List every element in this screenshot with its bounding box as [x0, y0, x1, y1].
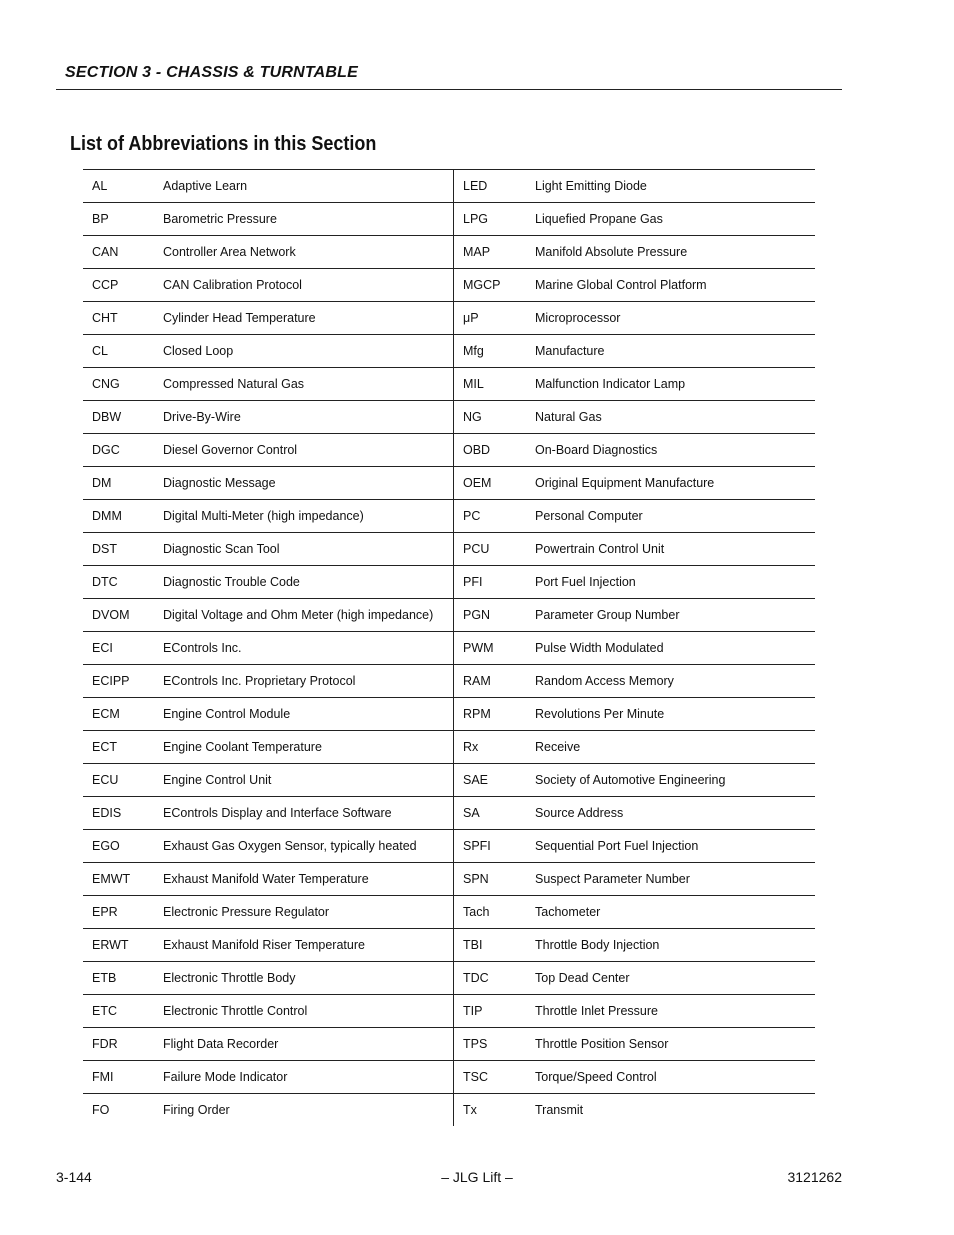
- abbr-right: TIP: [454, 995, 527, 1028]
- table-row: [83, 236, 815, 269]
- abbr-left: DVOM: [83, 599, 154, 632]
- meaning-right: Parameter Group Number: [526, 599, 815, 632]
- abbr-left: DMM: [83, 500, 154, 533]
- table-row: [83, 401, 815, 434]
- meaning-left: Electronic Pressure Regulator: [154, 896, 454, 929]
- header-divider: [56, 89, 842, 90]
- section-header: SECTION 3 - CHASSIS & TURNTABLE: [65, 64, 359, 81]
- meaning-right: Sequential Port Fuel Injection: [526, 830, 815, 863]
- abbr-left: ETC: [83, 995, 154, 1028]
- abbr-left: EPR: [83, 896, 154, 929]
- meaning-right: Tachometer: [526, 896, 815, 929]
- meaning-left: Drive-By-Wire: [154, 401, 454, 434]
- meaning-left: Exhaust Gas Oxygen Sensor, typically heated: [154, 830, 454, 863]
- abbr-right: SAE: [454, 764, 527, 797]
- meaning-left: Diagnostic Message: [154, 467, 454, 500]
- abbr-left: ECU: [83, 764, 154, 797]
- meaning-left: Flight Data Recorder: [154, 1028, 454, 1061]
- abbr-left: ERWT: [83, 929, 154, 962]
- abbr-right: RAM: [454, 665, 527, 698]
- table-row: [83, 764, 815, 797]
- meaning-left: Exhaust Manifold Water Temperature: [154, 863, 454, 896]
- meaning-right: On-Board Diagnostics: [526, 434, 815, 467]
- table-row: [83, 896, 815, 929]
- abbr-left: CHT: [83, 302, 154, 335]
- abbr-right: SA: [454, 797, 527, 830]
- abbr-left: ECT: [83, 731, 154, 764]
- abbr-right: LED: [454, 170, 527, 203]
- abbr-right: PFI: [454, 566, 527, 599]
- meaning-left: Cylinder Head Temperature: [154, 302, 454, 335]
- table-row: [83, 269, 815, 302]
- meaning-right: Torque/Speed Control: [526, 1061, 815, 1094]
- meaning-right: Manufacture: [526, 335, 815, 368]
- abbr-right: TDC: [454, 962, 527, 995]
- meaning-right: Powertrain Control Unit: [526, 533, 815, 566]
- abbr-right: PGN: [454, 599, 527, 632]
- meaning-left: Engine Control Module: [154, 698, 454, 731]
- table-row: [83, 500, 815, 533]
- meaning-left: Diagnostic Scan Tool: [154, 533, 454, 566]
- meaning-right: Top Dead Center: [526, 962, 815, 995]
- meaning-left: Digital Voltage and Ohm Meter (high impedance): [154, 599, 454, 632]
- meaning-left: Failure Mode Indicator: [154, 1061, 454, 1094]
- table-row: [83, 731, 815, 764]
- meaning-right: Transmit: [535, 1103, 584, 1117]
- abbr-right: Rx: [454, 731, 527, 764]
- meaning-left: Adaptive Learn: [154, 170, 454, 203]
- table-row: [83, 995, 815, 1028]
- meaning-right: Source Address: [526, 797, 815, 830]
- abbr-right: PWM: [454, 632, 527, 665]
- table-row: [83, 203, 815, 236]
- footer-page-number: 3-144: [56, 1169, 92, 1185]
- table-row: [83, 434, 815, 467]
- abbr-right: TPS: [454, 1028, 527, 1061]
- abbr-left: DTC: [83, 566, 154, 599]
- abbr-left: DBW: [83, 401, 154, 434]
- meaning-right: Light Emitting Diode: [526, 170, 815, 203]
- abbr-right: TSC: [454, 1061, 527, 1094]
- abbr-left: ETB: [83, 962, 154, 995]
- footer-brand: – JLG Lift –: [441, 1169, 513, 1185]
- abbr-left: EDIS: [83, 797, 154, 830]
- abbr-right: SPN: [454, 863, 527, 896]
- meaning-right: Original Equipment Manufacture: [526, 467, 815, 500]
- footer-doc-number: 3121262: [787, 1169, 842, 1185]
- meaning-left: Electronic Throttle Control: [154, 995, 454, 1028]
- abbr-left: CAN: [83, 236, 154, 269]
- abbr-left: ECI: [83, 632, 154, 665]
- abbr-left: CL: [83, 335, 154, 368]
- abbr-right: MIL: [454, 368, 527, 401]
- meaning-right: Manifold Absolute Pressure: [526, 236, 815, 269]
- table-row: [83, 698, 815, 731]
- meaning-left: Diesel Governor Control: [154, 434, 454, 467]
- table-row: [83, 1094, 815, 1127]
- abbr-left: AL: [83, 170, 154, 203]
- meaning-right: Marine Global Control Platform: [526, 269, 815, 302]
- abbr-left: CNG: [83, 368, 154, 401]
- abbr-left: EMWT: [83, 863, 154, 896]
- table-row: [83, 368, 815, 401]
- abbr-right: Mfg: [454, 335, 527, 368]
- abbr-right: Tx: [463, 1103, 477, 1117]
- abbr-right: MAP: [454, 236, 527, 269]
- abbr-right: RPM: [454, 698, 527, 731]
- meaning-left: Closed Loop: [154, 335, 454, 368]
- table-row: [83, 533, 815, 566]
- abbr-left: DM: [83, 467, 154, 500]
- meaning-left: EControls Inc.: [154, 632, 454, 665]
- meaning-right: Receive: [526, 731, 815, 764]
- table-row: [83, 599, 815, 632]
- abbr-right: Tach: [454, 896, 527, 929]
- table-row: [83, 1028, 815, 1061]
- meaning-right: Microprocessor: [526, 302, 815, 335]
- meaning-right: Personal Computer: [526, 500, 815, 533]
- meaning-right: Throttle Body Injection: [526, 929, 815, 962]
- meaning-left: Engine Coolant Temperature: [154, 731, 454, 764]
- abbr-left: EGO: [83, 830, 154, 863]
- meaning-left: Firing Order: [154, 1094, 454, 1127]
- meaning-left: Electronic Throttle Body: [154, 962, 454, 995]
- meaning-right: Society of Automotive Engineering: [526, 764, 815, 797]
- abbr-left: FO: [92, 1103, 110, 1117]
- abbr-right: NG: [454, 401, 527, 434]
- table-row: [83, 830, 815, 863]
- abbr-right: PC: [454, 500, 527, 533]
- table-row: [83, 962, 815, 995]
- meaning-right: Pulse Width Modulated: [526, 632, 815, 665]
- meaning-left: Barometric Pressure: [154, 203, 454, 236]
- meaning-right: Throttle Inlet Pressure: [526, 995, 815, 1028]
- meaning-right: Revolutions Per Minute: [526, 698, 815, 731]
- abbr-left: FMI: [83, 1061, 154, 1094]
- meaning-left: EControls Inc. Proprietary Protocol: [154, 665, 454, 698]
- meaning-left: Compressed Natural Gas: [154, 368, 454, 401]
- meaning-right: Throttle Position Sensor: [526, 1028, 815, 1061]
- abbr-right: μP: [454, 302, 527, 335]
- table-row: [83, 302, 815, 335]
- table-row: [83, 863, 815, 896]
- table-row: [83, 665, 815, 698]
- abbr-right: OEM: [454, 467, 527, 500]
- abbr-left: ECM: [83, 698, 154, 731]
- table-row: [83, 1061, 815, 1094]
- meaning-left: CAN Calibration Protocol: [154, 269, 454, 302]
- table-row: [83, 335, 815, 368]
- meaning-left: Exhaust Manifold Riser Temperature: [154, 929, 454, 962]
- abbr-left: FDR: [83, 1028, 154, 1061]
- abbr-right: SPFI: [454, 830, 527, 863]
- abbr-right: LPG: [454, 203, 527, 236]
- abbr-left: ECIPP: [83, 665, 154, 698]
- meaning-left: EControls Display and Interface Software: [154, 797, 454, 830]
- abbreviations-table-body: [83, 170, 815, 1127]
- table-row: [83, 467, 815, 500]
- abbr-left: BP: [83, 203, 154, 236]
- table-row: [83, 566, 815, 599]
- meaning-left: Controller Area Network: [154, 236, 454, 269]
- abbr-right: OBD: [454, 434, 527, 467]
- table-row: [83, 632, 815, 665]
- abbr-right: PCU: [454, 533, 527, 566]
- meaning-left: Diagnostic Trouble Code: [154, 566, 454, 599]
- meaning-right: Natural Gas: [526, 401, 815, 434]
- meaning-right: Port Fuel Injection: [526, 566, 815, 599]
- table-row: [83, 929, 815, 962]
- meaning-right: Liquefied Propane Gas: [526, 203, 815, 236]
- abbreviations-table: [83, 169, 815, 1126]
- table-row: [83, 797, 815, 830]
- abbr-right: TBI: [454, 929, 527, 962]
- meaning-right: Malfunction Indicator Lamp: [526, 368, 815, 401]
- table-row: [83, 170, 815, 203]
- abbr-left: DST: [83, 533, 154, 566]
- abbr-right: MGCP: [454, 269, 527, 302]
- meaning-right: Suspect Parameter Number: [526, 863, 815, 896]
- meaning-left: Engine Control Unit: [154, 764, 454, 797]
- meaning-left: Digital Multi-Meter (high impedance): [154, 500, 454, 533]
- meaning-right: Random Access Memory: [526, 665, 815, 698]
- abbr-left: DGC: [83, 434, 154, 467]
- page-title: List of Abbreviations in this Section: [70, 133, 377, 155]
- abbr-left: CCP: [83, 269, 154, 302]
